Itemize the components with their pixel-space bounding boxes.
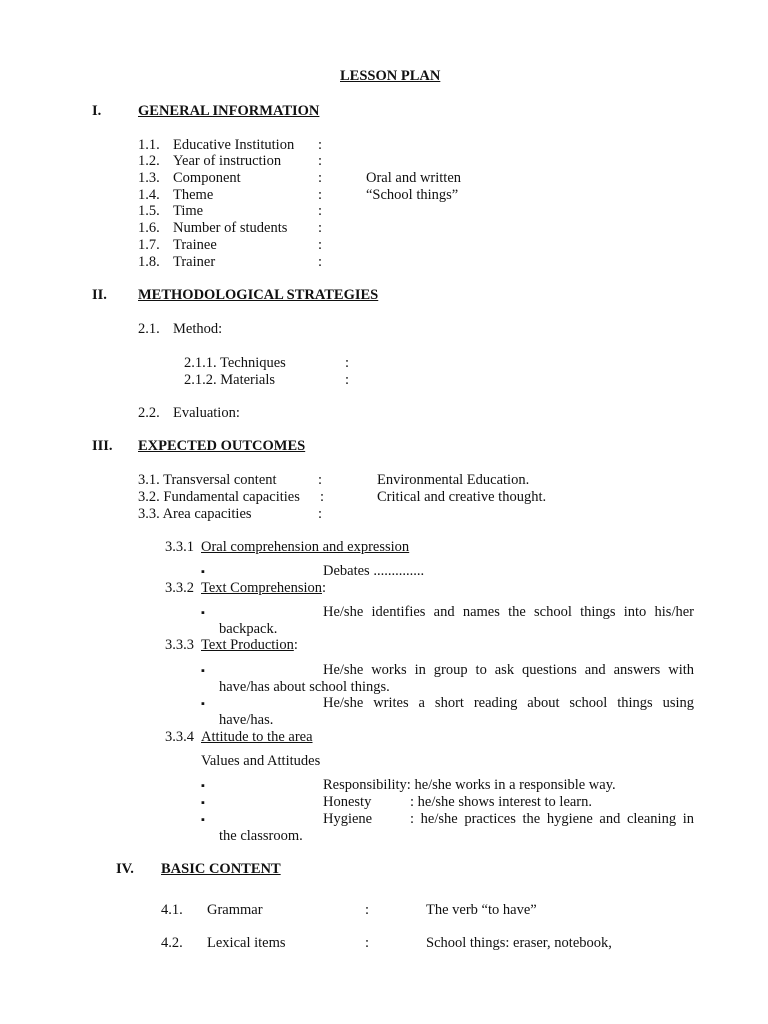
section-4-title: BASIC CONTENT [161,861,281,877]
capacity-title-line [201,637,298,654]
item-colon: : [318,254,323,270]
item-label: Trainer [173,254,216,270]
section-2-title: METHODOLOGICAL STRATEGIES [138,287,379,303]
capacity-number: 3.3.2 [165,580,194,596]
capacity-number: 3.3.1 [165,539,194,555]
capacity-number: 3.3.3 [165,637,194,653]
item-number: 1.6. [138,220,160,236]
item-colon: : [318,170,323,186]
values-label: Values and Attitudes [201,753,321,769]
outcome-colon: : [320,489,325,505]
content-number: 4.2. [161,935,183,951]
item-colon: : [318,137,323,153]
item-label: Theme [173,187,214,203]
item-value: “School things” [366,187,459,203]
page-title: LESSON PLAN [340,68,441,84]
content-colon: : [365,902,370,918]
evaluation-label: Evaluation: [173,405,240,421]
outcome-label: 3.3. Area capacities [138,506,252,522]
bullet-text: He/she works in group to ask questions and answers with have/has about school things. [219,662,694,695]
item-number: 1.8. [138,254,160,270]
value-text: : he/she shows interest to learn. [410,794,593,810]
bullet-icon: ▪ [201,665,205,677]
section-2-number: II. [92,287,107,303]
item-colon: : [318,203,323,219]
item-colon: : [318,237,323,253]
item-number: 1.4. [138,187,160,203]
item-label: Trainee [173,237,217,253]
section-3-number: III. [92,438,113,454]
section-1-number: I. [92,103,102,119]
evaluation-number: 2.2. [138,405,160,421]
bullet-icon: ▪ [201,566,205,578]
bullet-text: Responsibility: he/she works in a responsible way. [323,777,616,793]
capacity-title-colon: : [322,580,327,596]
content-label: Lexical items [207,935,286,951]
outcome-value: Environmental Education. [377,472,530,488]
item-colon: : [318,187,323,203]
section-1-title: GENERAL INFORMATION [138,103,320,119]
item-label: Educative Institution [173,137,295,153]
item-number: 1.7. [138,237,160,253]
content-value: School things: eraser, notebook, [426,935,612,951]
item-number: 1.5. [138,203,160,219]
outcome-label: 3.2. Fundamental capacities [138,489,300,505]
bullet-icon: ▪ [201,698,205,710]
section-3-title: EXPECTED OUTCOMES [138,438,306,454]
capacity-title: Text Comprehension [201,580,323,596]
section-4-number: IV. [116,861,134,877]
bullet-icon: ▪ [201,780,205,792]
item-colon: : [318,220,323,236]
outcome-value: Critical and creative thought. [377,489,547,505]
item-label: Component [173,170,241,186]
capacity-title: Oral comprehension and expression [201,539,410,555]
outcome-colon: : [318,506,323,522]
bullet-text: He/she writes a short reading about school things using have/has. [219,695,694,728]
content-label: Grammar [207,902,263,918]
bullet-icon: ▪ [201,607,205,619]
outcome-colon: : [318,472,323,488]
capacity-number: 3.3.4 [165,729,194,745]
content-colon: : [365,935,370,951]
item-label: Time [173,203,204,219]
item-number: 1.3. [138,170,160,186]
capacity-title-line [201,580,326,597]
item-value: Oral and written [366,170,462,186]
value-key: Hygiene [323,811,373,827]
techniques-colon: : [345,355,350,371]
bullet-icon: ▪ [201,797,205,809]
method-label: Method: [173,321,223,337]
materials-colon: : [345,372,350,388]
item-label: Number of students [173,220,288,236]
item-number: 1.1. [138,137,160,153]
techniques-label: 2.1.1. Techniques [184,355,286,371]
outcome-label: 3.1. Transversal content [138,472,277,488]
bullet-text: Debates .............. [323,563,425,579]
item-colon: : [318,153,323,169]
bullet-icon: ▪ [201,814,205,826]
materials-label: 2.1.2. Materials [184,372,276,388]
content-value: The verb “to have” [426,902,537,918]
capacity-title-colon: : [293,637,298,653]
content-number: 4.1. [161,902,183,918]
capacity-title: Attitude to the area [201,729,313,745]
item-number: 1.2. [138,153,160,169]
value-key: Honesty [323,794,372,810]
item-label: Year of instruction [173,153,282,169]
bullet-text: He/she identifies and names the school things into his/her backpack. [219,604,694,637]
method-number: 2.1. [138,321,160,337]
capacity-title: Text Production [201,637,294,653]
value-text: : he/she practices the hygiene and cleaning in the classroom. [219,811,694,844]
